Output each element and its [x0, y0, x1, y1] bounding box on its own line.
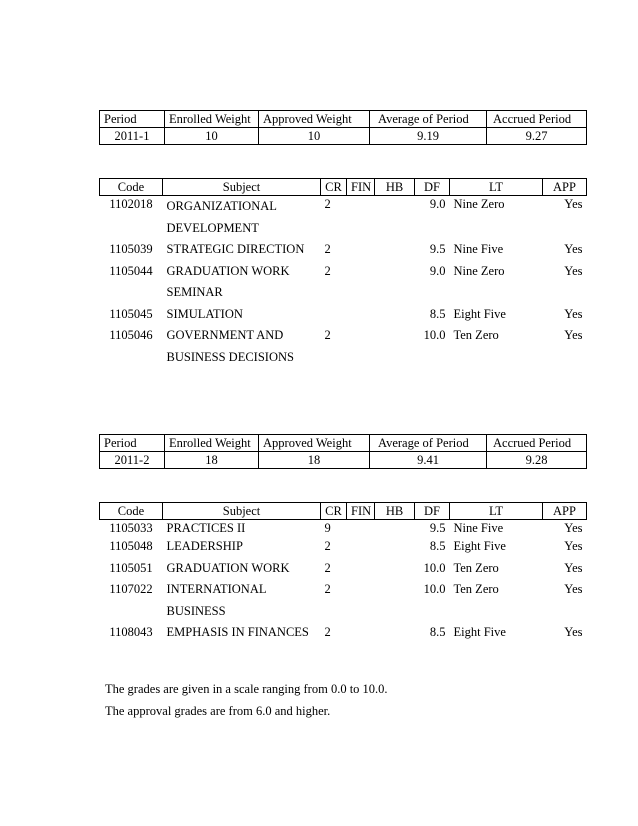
df-cell: 10.0 — [423, 582, 446, 596]
enrolled-weight-value: 18 — [165, 452, 259, 469]
table-row — [100, 304, 587, 326]
grading-notes — [105, 679, 388, 722]
code-cell: 1105033 — [109, 521, 153, 535]
subject-cell: PRACTICES II — [166, 521, 246, 535]
subject-cell: STRATEGIC DIRECTION — [166, 242, 305, 256]
period-summary-table-1 — [99, 110, 586, 145]
df-cell: 9.5 — [429, 521, 446, 535]
lt-cell: Nine Zero — [453, 197, 505, 211]
col-subject: Subject — [163, 179, 321, 196]
app-cell: Yes — [564, 521, 583, 535]
col-cr: CR — [321, 503, 347, 520]
col-code: Code — [100, 179, 163, 196]
df-cell: 8.5 — [429, 625, 446, 639]
app-cell: Yes — [564, 625, 583, 639]
code-cell: 1105044 — [109, 263, 153, 278]
code-cell: 1105051 — [109, 560, 153, 575]
app-cell: Yes — [564, 306, 583, 321]
fin-cell — [347, 261, 375, 304]
period-values-row — [100, 128, 587, 145]
col-approved-weight: Approved Weight — [259, 111, 370, 128]
col-approved-weight: Approved Weight — [259, 435, 370, 452]
df-cell: 9.0 — [429, 197, 446, 211]
subject-cell: GRADUATION WORK — [166, 560, 290, 575]
lt-cell: Ten Zero — [453, 560, 499, 575]
col-fin: FIN — [347, 503, 375, 520]
period-values-row — [100, 452, 587, 469]
fin-cell — [347, 304, 375, 326]
lt-cell: Nine Five — [453, 521, 504, 535]
period-header-row — [100, 435, 587, 452]
df-cell: 9.0 — [429, 263, 446, 278]
lt-cell: Nine Zero — [453, 263, 505, 278]
col-period: Period — [100, 111, 165, 128]
code-cell: 1108043 — [109, 625, 153, 639]
table-row — [100, 622, 587, 644]
subject-cell: LEADERSHIP — [166, 539, 243, 553]
col-accrued: Accrued Period — [487, 111, 587, 128]
col-subject: Subject — [163, 503, 321, 520]
col-enrolled-weight: Enrolled Weight — [165, 435, 259, 452]
df-cell: 9.5 — [429, 242, 446, 256]
fin-cell — [347, 520, 375, 537]
app-cell: Yes — [564, 539, 583, 553]
col-code: Code — [100, 503, 163, 520]
col-enrolled-weight: Enrolled Weight — [165, 111, 259, 128]
col-average: Average of Period — [370, 111, 487, 128]
hb-cell — [375, 579, 415, 622]
lt-cell: Eight Five — [453, 306, 506, 321]
code-cell: 1105046 — [109, 328, 153, 342]
table-row — [100, 579, 587, 622]
code-cell: 1105048 — [109, 539, 153, 553]
app-cell: Yes — [564, 242, 583, 256]
period-value: 2011-1 — [100, 128, 165, 145]
grade-scale-note: The grades are given in a scale ranging from 0.0 to 10.0. — [105, 682, 388, 696]
enrolled-weight-value: 10 — [165, 128, 259, 145]
hb-cell — [375, 304, 415, 326]
fin-cell — [347, 622, 375, 644]
col-app: APP — [543, 179, 587, 196]
fin-cell — [347, 196, 375, 240]
lt-cell: Ten Zero — [453, 328, 499, 342]
app-cell: Yes — [564, 197, 583, 211]
app-cell: Yes — [564, 560, 583, 575]
app-cell: Yes — [564, 328, 583, 342]
hb-cell — [375, 520, 415, 537]
table-row — [100, 520, 587, 537]
col-average: Average of Period — [370, 435, 487, 452]
accrued-value: 9.27 — [487, 128, 587, 145]
col-lt: LT — [450, 503, 543, 520]
subject-cell: INTERNATIONAL BUSINESS — [166, 582, 267, 618]
fin-cell — [347, 536, 375, 558]
col-hb: HB — [375, 503, 415, 520]
fin-cell — [347, 239, 375, 261]
app-cell: Yes — [564, 263, 583, 278]
cr-cell: 2 — [324, 197, 331, 211]
cr-cell: 2 — [324, 582, 331, 596]
code-cell: 1102018 — [109, 197, 153, 211]
hb-cell — [375, 196, 415, 240]
cr-cell: 2 — [324, 625, 331, 639]
fin-cell — [347, 579, 375, 622]
lt-cell: Eight Five — [453, 625, 506, 639]
lt-cell: Ten Zero — [453, 582, 499, 596]
table-row — [100, 239, 587, 261]
fin-cell — [347, 325, 375, 368]
cr-cell: 2 — [324, 560, 331, 575]
subjects-header-row — [100, 503, 587, 520]
col-hb: HB — [375, 179, 415, 196]
table-row — [100, 325, 587, 368]
col-period: Period — [100, 435, 165, 452]
col-cr: CR — [321, 179, 347, 196]
cr-cell: 2 — [324, 539, 331, 553]
cr-cell: 2 — [324, 263, 331, 278]
col-app: APP — [543, 503, 587, 520]
approved-weight-value: 10 — [259, 128, 370, 145]
df-cell: 10.0 — [423, 560, 446, 575]
hb-cell — [375, 261, 415, 304]
subjects-table-2 — [99, 502, 586, 644]
col-lt: LT — [450, 179, 543, 196]
subject-cell: GRADUATION WORK SEMINAR — [166, 263, 290, 299]
lt-cell: Nine Five — [453, 242, 504, 256]
table-row — [100, 536, 587, 558]
average-value: 9.41 — [370, 452, 487, 469]
app-cell: Yes — [564, 582, 583, 596]
df-cell: 8.5 — [429, 539, 446, 553]
table-row — [100, 261, 587, 304]
subjects-header-row — [100, 179, 587, 196]
fin-cell — [347, 558, 375, 580]
accrued-value: 9.28 — [487, 452, 587, 469]
hb-cell — [375, 536, 415, 558]
approval-threshold-note: The approval grades are from 6.0 and higher. — [105, 703, 331, 718]
code-cell: 1105045 — [109, 306, 153, 321]
col-df: DF — [415, 503, 450, 520]
table-row — [100, 558, 587, 580]
approved-weight-value: 18 — [259, 452, 370, 469]
period-header-row — [100, 111, 587, 128]
code-cell: 1105039 — [109, 242, 153, 256]
subject-cell: ORGANIZATIONAL DEVELOPMENT — [166, 199, 277, 235]
subjects-table-1 — [99, 178, 586, 368]
hb-cell — [375, 622, 415, 644]
subject-cell: GOVERNMENT AND BUSINESS DECISIONS — [166, 328, 294, 364]
hb-cell — [375, 239, 415, 261]
df-cell: 8.5 — [429, 306, 446, 321]
cr-cell: 2 — [324, 328, 331, 342]
cr-cell: 9 — [324, 521, 331, 535]
col-df: DF — [415, 179, 450, 196]
period-value: 2011-2 — [100, 452, 165, 469]
table-row — [100, 196, 587, 240]
subject-cell: EMPHASIS IN FINANCES — [166, 625, 309, 639]
cr-cell — [321, 304, 347, 326]
lt-cell: Eight Five — [453, 539, 506, 553]
average-value: 9.19 — [370, 128, 487, 145]
col-accrued: Accrued Period — [487, 435, 587, 452]
col-fin: FIN — [347, 179, 375, 196]
subject-cell: SIMULATION — [166, 306, 243, 321]
code-cell: 1107022 — [109, 582, 153, 596]
period-summary-table-2 — [99, 434, 586, 469]
df-cell: 10.0 — [423, 328, 446, 342]
hb-cell — [375, 325, 415, 368]
hb-cell — [375, 558, 415, 580]
cr-cell: 2 — [324, 242, 331, 256]
